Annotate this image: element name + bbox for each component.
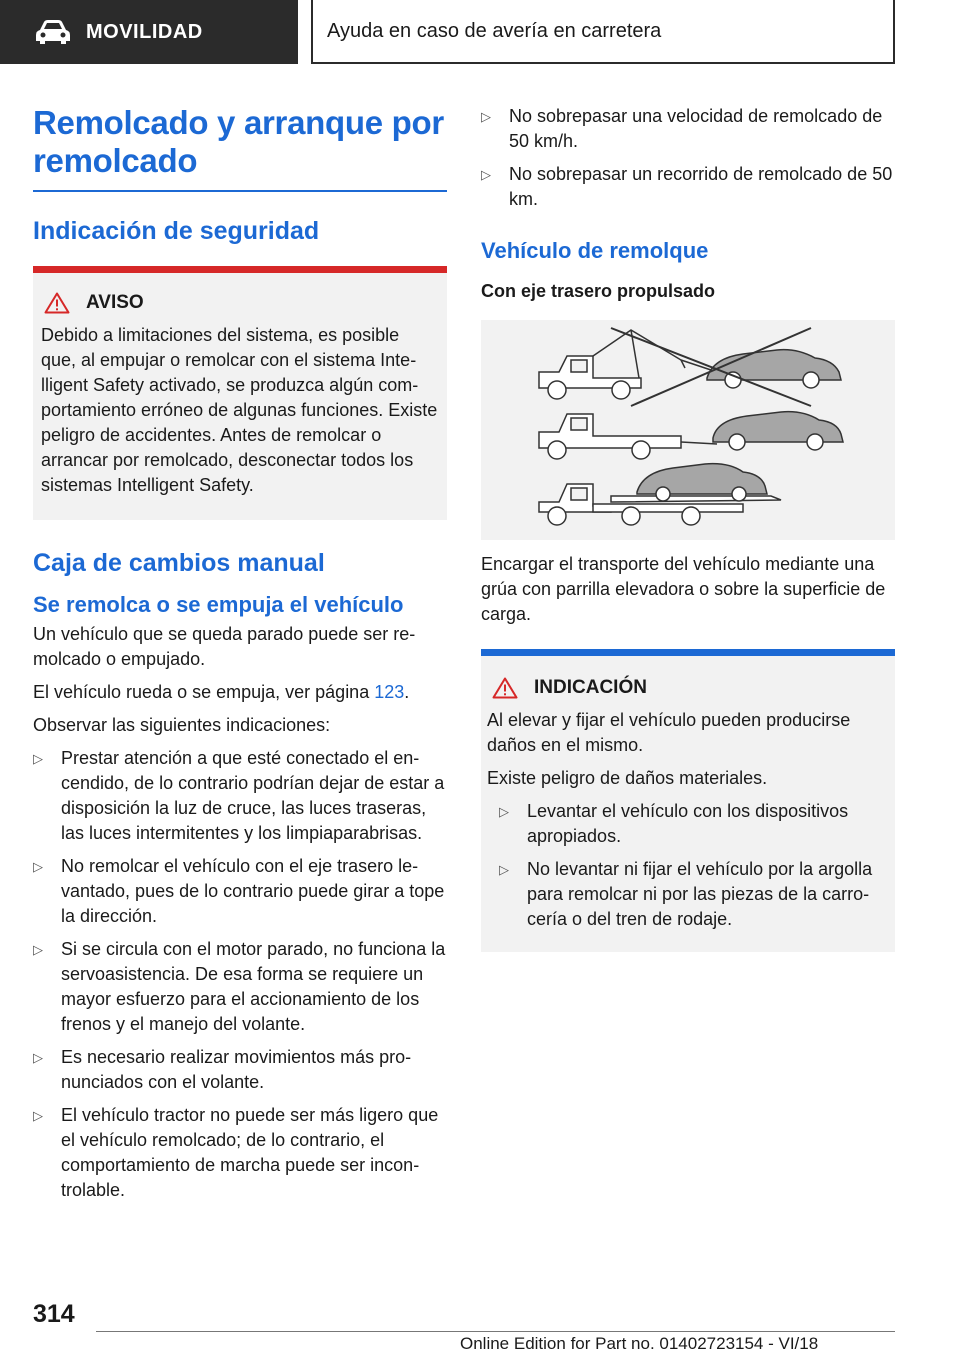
right-column [481,104,895,952]
triangle-bullet-icon: ▷ [33,942,43,957]
triangle-bullet-icon: ▷ [499,862,509,877]
paragraph-1: Un vehículo que se queda parado puede ser remolcado o empujado. [33,624,416,669]
list-item [33,854,447,929]
list-item [499,857,889,932]
notice-paragraph-1: Al elevar y fijar el vehículo pueden producirse daños en el mismo. [487,710,851,755]
towing-illustration [481,320,895,540]
manual-gearbox-heading: Caja de cambios manual [33,549,325,577]
warning-triangle-icon [44,292,70,314]
chapter-title: Ayuda en caso de avería en carretera [327,19,662,42]
trailer-vehicle-heading: Vehículo de remolque [481,238,709,263]
section-tab [0,0,298,64]
list-item-text: No remolcar el vehículo con el eje trasero levantado, pues de lo contrario puede girar a tope la dirección. [61,856,445,926]
warning-box [33,266,447,520]
warning-title: AVISO [86,292,144,313]
tow-truck-illustration [481,320,895,540]
notice-title: INDICACIÓN [534,677,647,698]
list-item-text: No levantar ni fijar el vehículo por la argolla para remolcar ni por las piezas de la carrocería o del tren de rodaje. [527,859,873,929]
list-item [33,1103,447,1203]
rear-axle-heading: Con eje trasero propulsado [481,281,716,301]
notice-bullet-list [487,799,889,932]
list-item [481,162,895,212]
title-rule [33,190,447,192]
list-item [481,104,895,154]
list-item [499,799,889,849]
page-title-line-2: remolcado [33,142,198,179]
triangle-bullet-icon: ▷ [33,1050,43,1065]
triangle-bullet-icon: ▷ [481,109,491,124]
push-tow-heading: Se remolca o se empuja el vehículo [33,592,404,617]
page-title [33,104,447,180]
page-link[interactable]: 123 [374,682,405,702]
list-item-text: El vehículo tractor no puede ser más ligero que el vehículo remolcado; de lo contrario, el comportamiento de marcha puede ser incontrolable. [61,1105,439,1200]
warning-text: Debido a limitaciones del sistema, es posible que, al empujar o remolcar con el sistema Intelligent Safety activado, se produzca algún comportamiento erróneo de algunas funciones. Existe peligro de accidentes. Antes de remolcar o arrancar por remolcado, desconectar todos los sistemas Intelligent Safety. [41,325,438,495]
section-label: MOVILIDAD [86,20,203,43]
list-item-text: Es necesario realizar movimientos más pronunciados con el volante. [61,1047,412,1092]
notice-title-row [487,674,889,702]
list-item-text: No sobrepasar una velocidad de remolcado de 50 km/h. [509,106,883,151]
list-item-text: Prestar atención a que esté conectado el encendido, de lo contrario podrían dejar de estar a disposición la luz de cruce, las luces traseras, las luces intermitentes y los limpiaparabrisas. [61,748,445,843]
triangle-bullet-icon: ▷ [33,751,43,766]
list-item-text: Levantar el vehículo con los dispositivos apropiados. [527,801,849,846]
paragraph-3: Observar las siguientes indicaciones: [33,715,331,735]
edition-text: Online Edition for Part no. 01402723154 - VI/18 [460,1334,819,1353]
notice-box [481,649,895,952]
list-item-text: No sobrepasar un recorrido de remolcado de 50 km. [509,164,893,209]
paragraph-2-text: El vehículo rueda o se empuja, ver página [33,682,375,702]
warning-triangle-icon [492,677,518,699]
figure-caption: Encargar el transporte del vehículo mediante una grúa con parrilla elevadora o sobre la superficie de carga. [481,554,886,624]
list-item [33,1045,447,1095]
paragraph-2 [33,680,447,705]
triangle-bullet-icon: ▷ [33,859,43,874]
triangle-bullet-icon: ▷ [481,167,491,182]
car-icon [34,18,72,46]
footer-rule [96,1331,895,1332]
triangle-bullet-icon: ▷ [33,1108,43,1123]
warning-title-row [41,289,439,317]
left-bullet-list [33,746,447,1203]
chapter-header [311,0,895,64]
page-number: 314 [33,1300,75,1328]
notice-paragraph-2: Existe peligro de daños materiales. [487,768,768,788]
triangle-bullet-icon: ▷ [499,804,509,819]
list-item [33,937,447,1037]
page-title-line-1: Remolcado y arranque por [33,104,444,141]
list-item-text: Si se circula con el motor parado, no funciona la servoasistencia. De esa forma se requiere un mayor esfuerzo para el accionamiento de los frenos y el manejo del volante. [61,939,446,1034]
list-item [33,746,447,846]
right-bullet-list [481,104,895,212]
paragraph-2-suffix: . [404,682,410,702]
safety-heading: Indicación de seguridad [33,217,320,245]
left-column [33,104,447,1211]
